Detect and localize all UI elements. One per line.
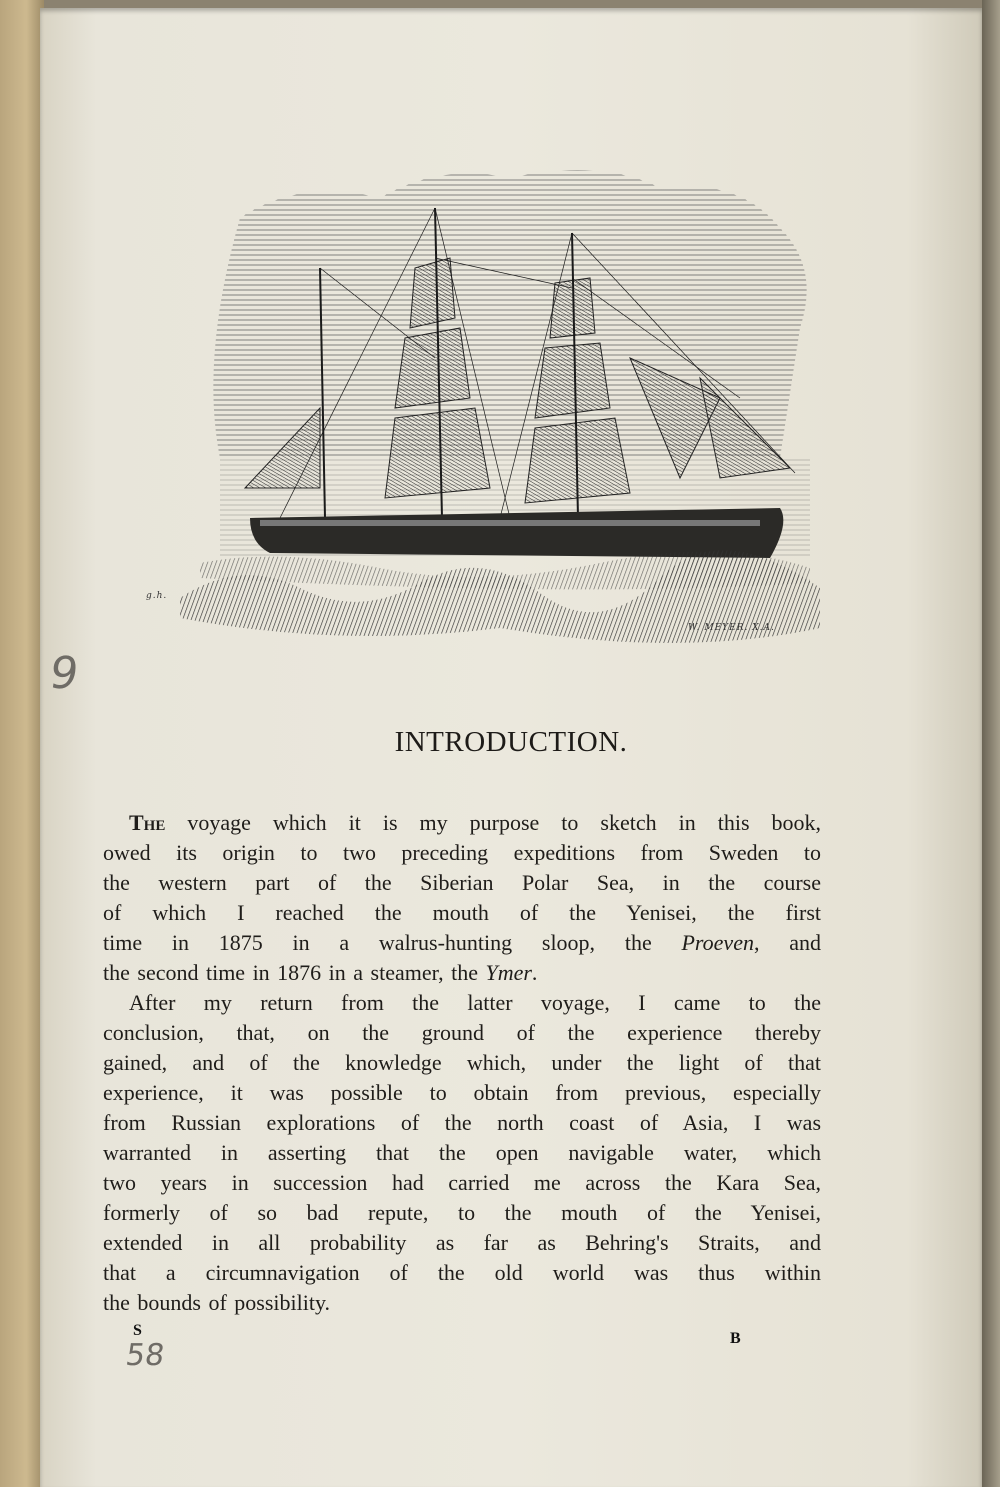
- text-line: [103, 1288, 821, 1318]
- text-segment: time in 1875 in a walrus-hunting sloop, the: [103, 930, 682, 955]
- text-line: [103, 958, 821, 988]
- text-segment: the second time in 1876 in a steamer, the: [103, 960, 486, 985]
- text-line: [103, 1078, 821, 1108]
- text-segment: warranted in asserting that the open navigable water, which: [103, 1140, 821, 1165]
- italic-ship-name: Ymer: [485, 960, 532, 985]
- text-segment: extended in all probability as far as Behring's Straits, and: [103, 1230, 821, 1255]
- text-segment: owed its origin to two preceding expeditions from Sweden to: [103, 840, 821, 865]
- pencil-margin-number: 9: [46, 648, 82, 699]
- text-line: [103, 1048, 821, 1078]
- text-segment: from Russian explorations of the north coast of Asia, I was: [103, 1110, 821, 1135]
- text-line: [103, 898, 821, 928]
- text-segment: of which I reached the mouth of the Yenisei, the first: [103, 900, 821, 925]
- text-line: [103, 928, 821, 958]
- book-edge: [982, 0, 1000, 1487]
- text-segment: , and: [753, 930, 821, 955]
- text-segment: experience, it was possible to obtain from previous, especially: [103, 1080, 821, 1105]
- text-line: [103, 1108, 821, 1138]
- text-line: [103, 808, 821, 838]
- text-line: [103, 1258, 821, 1288]
- text-segment: that a circumnavigation of the old world was thus within: [103, 1260, 821, 1285]
- text-segment: After my return from the latter voyage, I came to the: [129, 990, 821, 1015]
- text-line: [103, 1168, 821, 1198]
- text-segment: The: [129, 810, 166, 835]
- text-line: [103, 988, 821, 1018]
- text-segment: the western part of the Siberian Polar Sea, in the course: [103, 870, 821, 895]
- adjacent-page-edge: [0, 0, 44, 1487]
- text-line: [103, 1138, 821, 1168]
- italic-ship-name: Proeven: [681, 930, 754, 955]
- text-segment: conclusion, that, on the ground of the experience thereby: [103, 1020, 821, 1045]
- book-page: [40, 8, 982, 1487]
- text-segment: the bounds of possibility.: [103, 1290, 331, 1315]
- ship-engraving: [180, 158, 830, 648]
- text-line: [103, 868, 821, 898]
- illustrator-mark: g.h.: [146, 591, 168, 601]
- text-line: [103, 1018, 821, 1048]
- pencil-bottom-number: 58: [123, 1338, 167, 1373]
- signature-mark-s: S: [133, 1322, 142, 1339]
- text-segment: two years in succession had carried me across the Kara Sea,: [103, 1170, 821, 1195]
- text-segment: .: [531, 960, 538, 985]
- chapter-title: INTRODUCTION.: [394, 726, 628, 758]
- body-text: [103, 808, 821, 1318]
- signature-mark-b: B: [730, 1330, 741, 1347]
- text-line: [103, 1228, 821, 1258]
- text-line: [103, 838, 821, 868]
- text-line: [103, 1198, 821, 1228]
- engraver-signature: W. MEYER. X.A.: [688, 623, 775, 633]
- text-segment: voyage which it is my purpose to sketch in this book,: [165, 810, 821, 835]
- text-segment: gained, and of the knowledge which, under the light of that: [103, 1050, 821, 1075]
- text-segment: formerly of so bad repute, to the mouth of the Yenisei,: [103, 1200, 821, 1225]
